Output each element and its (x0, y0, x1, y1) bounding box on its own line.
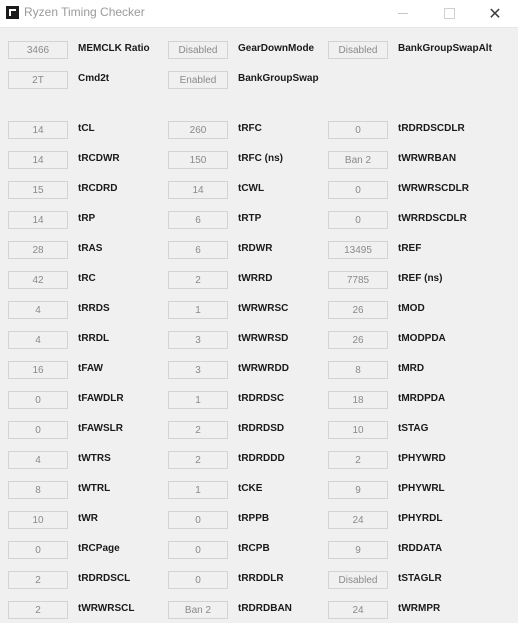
trdrdscl-label: tRDRDSCL (78, 573, 131, 584)
trp-field[interactable]: 14 (8, 211, 68, 229)
timing-row (0, 301, 518, 319)
timing-row (0, 151, 518, 169)
header-row (0, 71, 518, 89)
trdrdscdlr-field[interactable]: 0 (328, 121, 388, 139)
tcke-field[interactable]: 1 (168, 481, 228, 499)
trcdwr-field[interactable]: 14 (8, 151, 68, 169)
twrwrban-field[interactable]: Ban 2 (328, 151, 388, 169)
trdwr-label: tRDWR (238, 243, 273, 254)
tref-ns-field[interactable]: 7785 (328, 271, 388, 289)
memclk-ratio-label: MEMCLK Ratio (78, 43, 150, 54)
tfawdlr-label: tFAWDLR (78, 393, 124, 404)
trcpb-label: tRCPB (238, 543, 270, 554)
tphywrl-field[interactable]: 9 (328, 481, 388, 499)
trcdwr-label: tRCDWR (78, 153, 120, 164)
twrwrsc-label: tWRWRSC (238, 303, 289, 314)
timing-row (0, 271, 518, 289)
tcl-label: tCL (78, 123, 95, 134)
tstaglr-field[interactable]: Disabled (328, 571, 388, 589)
twrwrdd-field[interactable]: 3 (168, 361, 228, 379)
trc-label: tRC (78, 273, 96, 284)
tstag-field[interactable]: 10 (328, 421, 388, 439)
trppb-label: tRPPB (238, 513, 270, 524)
minimize-button[interactable] (380, 0, 426, 27)
tref-label: tREF (398, 243, 422, 254)
header-row (0, 41, 518, 59)
tfawslr-label: tFAWSLR (78, 423, 123, 434)
trrds-field[interactable]: 4 (8, 301, 68, 319)
timing-row (0, 361, 518, 379)
trdrddd-label: tRDRDDD (238, 453, 285, 464)
twrwrsc-field[interactable]: 1 (168, 301, 228, 319)
tmrdpda-field[interactable]: 18 (328, 391, 388, 409)
twrrdscdlr-field[interactable]: 0 (328, 211, 388, 229)
trfc-ns-field[interactable]: 150 (168, 151, 228, 169)
trp-label: tRP (78, 213, 96, 224)
trc-field[interactable]: 42 (8, 271, 68, 289)
bankgroupswap-label: BankGroupSwap (238, 73, 319, 84)
trrddlr-label: tRRDDLR (238, 573, 284, 584)
trfc-ns-label: tRFC (ns) (238, 153, 283, 164)
trcdrd-field[interactable]: 15 (8, 181, 68, 199)
trcpb-field[interactable]: 0 (168, 541, 228, 559)
trdrddd-field[interactable]: 2 (168, 451, 228, 469)
memclk-ratio-field[interactable]: 3466 (8, 41, 68, 59)
trfc-label: tRFC (238, 123, 262, 134)
bankgroupswapalt-label: BankGroupSwapAlt (398, 43, 492, 54)
trdrdsc-field[interactable]: 1 (168, 391, 228, 409)
twrmpr-field[interactable]: 24 (328, 601, 388, 619)
timing-row (0, 241, 518, 259)
twtrs-field[interactable]: 4 (8, 451, 68, 469)
tmod-label: tMOD (398, 303, 425, 314)
tref-ns-label: tREF (ns) (398, 273, 443, 284)
twrwrsd-label: tWRWRSD (238, 333, 289, 344)
tphywrd-field[interactable]: 2 (328, 451, 388, 469)
twrrdscdlr-label: tWRRDSCDLR (398, 213, 467, 224)
geardownmode-label: GearDownMode (238, 43, 315, 54)
tras-field[interactable]: 28 (8, 241, 68, 259)
twrrd-label: tWRRD (238, 273, 273, 284)
cmd2t-label: Cmd2t (78, 73, 110, 84)
twtrl-field[interactable]: 8 (8, 481, 68, 499)
trrdl-label: tRRDL (78, 333, 110, 344)
trdrdscl-field[interactable]: 2 (8, 571, 68, 589)
twr-label: tWR (78, 513, 98, 524)
trtp-field[interactable]: 6 (168, 211, 228, 229)
tfaw-field[interactable]: 16 (8, 361, 68, 379)
timing-row (0, 511, 518, 529)
twrwrsd-field[interactable]: 3 (168, 331, 228, 349)
app-icon (6, 6, 19, 19)
trdrdsd-label: tRDRDSD (238, 423, 285, 434)
trddata-label: tRDDATA (398, 543, 443, 554)
trdwr-field[interactable]: 6 (168, 241, 228, 259)
trrddlr-field[interactable]: 0 (168, 571, 228, 589)
trrds-label: tRRDS (78, 303, 110, 314)
trdrdban-field[interactable]: Ban 2 (168, 601, 228, 619)
twrmpr-label: tWRMPR (398, 603, 441, 614)
tmrd-field[interactable]: 8 (328, 361, 388, 379)
bankgroupswap-field[interactable]: Enabled (168, 71, 228, 89)
timing-row (0, 571, 518, 589)
tphyrdl-field[interactable]: 24 (328, 511, 388, 529)
maximize-button[interactable] (426, 0, 472, 27)
trdrdban-label: tRDRDBAN (238, 603, 292, 614)
trtp-label: tRTP (238, 213, 262, 224)
timing-row (0, 121, 518, 139)
twrrd-field[interactable]: 2 (168, 271, 228, 289)
tphywrd-label: tPHYWRD (398, 453, 446, 464)
tcwl-label: tCWL (238, 183, 265, 194)
timing-row (0, 331, 518, 349)
trdrdsd-field[interactable]: 2 (168, 421, 228, 439)
timing-row (0, 541, 518, 559)
bankgroupswapalt-field[interactable]: Disabled (328, 41, 388, 59)
tphyrdl-label: tPHYRDL (398, 513, 443, 524)
twr-field[interactable]: 10 (8, 511, 68, 529)
trdrdsc-label: tRDRDSC (238, 393, 285, 404)
timing-row (0, 601, 518, 619)
geardownmode-field[interactable]: Disabled (168, 41, 228, 59)
tstaglr-label: tSTAGLR (398, 573, 442, 584)
timing-row (0, 391, 518, 409)
tcke-label: tCKE (238, 483, 263, 494)
tmrd-label: tMRD (398, 363, 425, 374)
trddata-field[interactable]: 9 (328, 541, 388, 559)
tmod-field[interactable]: 26 (328, 301, 388, 319)
tfawslr-field[interactable]: 0 (8, 421, 68, 439)
tmodpda-field[interactable]: 26 (328, 331, 388, 349)
close-button[interactable] (472, 0, 518, 27)
trcpage-label: tRCPage (78, 543, 120, 554)
trcpage-field[interactable]: 0 (8, 541, 68, 559)
twrwrscdlr-field[interactable]: 0 (328, 181, 388, 199)
title-bar[interactable] (0, 0, 518, 28)
tcwl-field[interactable]: 14 (168, 181, 228, 199)
cmd2t-field[interactable]: 2T (8, 71, 68, 89)
timing-row (0, 451, 518, 469)
twtrl-label: tWTRL (78, 483, 111, 494)
window-title: Ryzen Timing Checker (24, 5, 145, 19)
trdrdscdlr-label: tRDRDSCDLR (398, 123, 465, 134)
timing-row (0, 481, 518, 499)
timing-row (0, 181, 518, 199)
twrwrscdlr-label: tWRWRSCDLR (398, 183, 469, 194)
tphywrl-label: tPHYWRL (398, 483, 445, 494)
close-icon: ✕ (488, 5, 502, 23)
tstag-label: tSTAG (398, 423, 429, 434)
tras-label: tRAS (78, 243, 103, 254)
tcl-field[interactable]: 14 (8, 121, 68, 139)
tref-field[interactable]: 13495 (328, 241, 388, 259)
timing-row (0, 211, 518, 229)
twrwrdd-label: tWRWRDD (238, 363, 289, 374)
trrdl-field[interactable]: 4 (8, 331, 68, 349)
trcdrd-label: tRCDRD (78, 183, 118, 194)
twrwrscl-field[interactable]: 2 (8, 601, 68, 619)
tmrdpda-label: tMRDPDA (398, 393, 446, 404)
twrwrban-label: tWRWRBAN (398, 153, 457, 164)
maximize-icon (444, 8, 455, 19)
twrwrscl-label: tWRWRSCL (78, 603, 135, 614)
tfaw-label: tFAW (78, 363, 103, 374)
minimize-icon (398, 13, 408, 14)
tfawdlr-field[interactable]: 0 (8, 391, 68, 409)
tmodpda-label: tMODPDA (398, 333, 446, 344)
twtrs-label: tWTRS (78, 453, 111, 464)
trppb-field[interactable]: 0 (168, 511, 228, 529)
trfc-field[interactable]: 260 (168, 121, 228, 139)
timing-row (0, 421, 518, 439)
